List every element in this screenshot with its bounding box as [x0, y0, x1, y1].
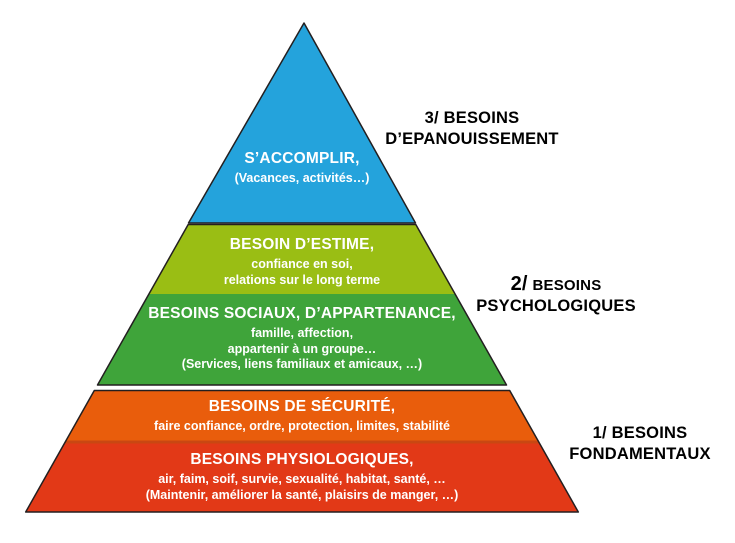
level-social-detail: famille, affection, [250, 326, 354, 340]
level-accomplishment-text [102, 149, 502, 187]
level-social-detail: appartenir à un groupe… [227, 341, 377, 356]
level-physiological-text [102, 450, 502, 503]
level-accomplishment-title: S’ACCOMPLIR, [244, 150, 360, 167]
level-security-text [102, 397, 502, 435]
side-label-3-epanouissement [322, 108, 622, 150]
level-security-title: BESOINS DE SÉCURITÉ, [208, 398, 396, 415]
side-label-3-number: 3/ [424, 109, 439, 127]
level-social-title: BESOINS SOCIAUX, D’APPARTENANCE, [148, 305, 456, 322]
side-label-3-word: BESOINS [443, 109, 520, 127]
level-physiological-detail: air, faim, soif, survie, sexualité, habitat, santé, … [158, 472, 446, 486]
level-esteem-detail: relations sur le long terme [223, 272, 381, 287]
level-physiological-title: BESOINS PHYSIOLOGIQUES, [190, 451, 414, 468]
level-accomplishment-detail: (Vacances, activités…) [234, 171, 370, 185]
level-security-detail: faire confiance, ordre, protection, limites, stabilité [154, 419, 450, 433]
level-esteem-detail: confiance en soi, [251, 257, 353, 271]
side-label-1-number: 1/ [592, 424, 607, 442]
level-physiological-detail: (Maintenir, améliorer la santé, plaisirs de manger, …) [145, 487, 459, 502]
level-social-detail: (Services, liens familiaux et amicaux, …) [181, 357, 423, 371]
side-label-3-line1 [322, 108, 622, 129]
side-label-2-word: BESOINS [532, 277, 602, 294]
side-label-1-line2: FONDAMENTAUX [569, 445, 711, 463]
side-label-2-line1 [406, 274, 706, 296]
side-label-1-fondamentaux [490, 423, 735, 465]
side-label-3-line2: D’EPANOUISSEMENT [385, 130, 559, 148]
side-label-2-psychologiques [406, 274, 706, 317]
level-esteem-title: BESOIN D’ESTIME, [229, 236, 375, 253]
side-label-1-word: BESOINS [611, 424, 688, 442]
side-label-2-number: 2/ [510, 273, 528, 295]
side-label-2-line2: PSYCHOLOGIQUES [476, 297, 636, 315]
side-label-1-line1 [490, 423, 735, 444]
